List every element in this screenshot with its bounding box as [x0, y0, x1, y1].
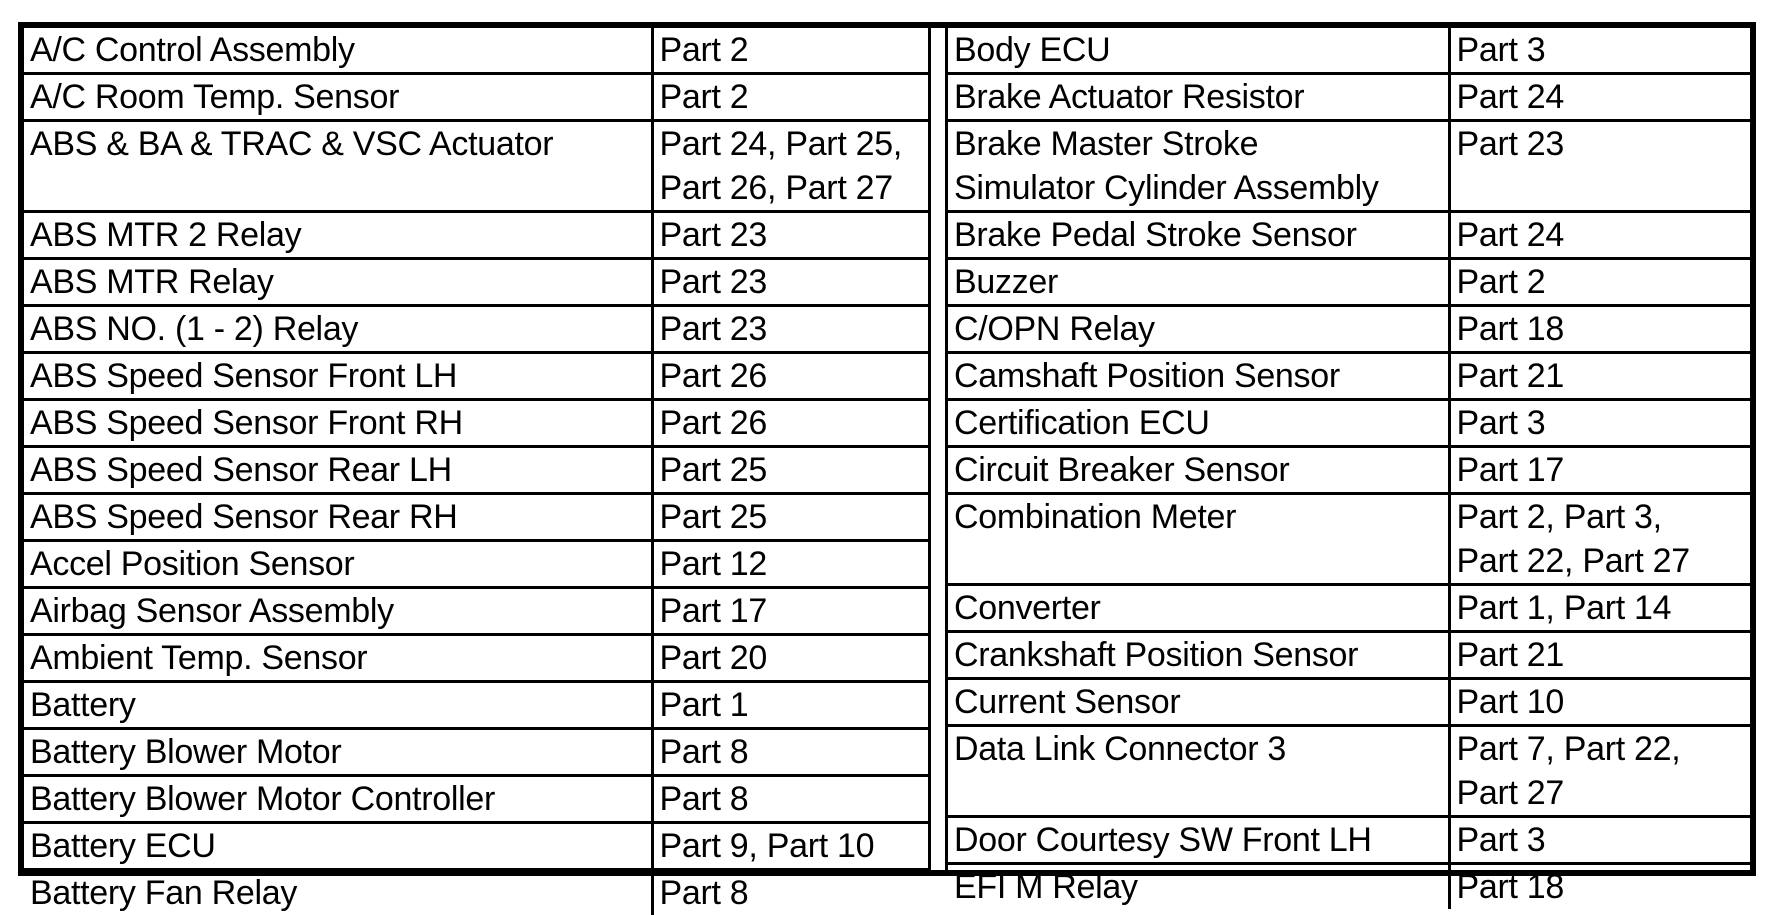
component-name-cell: [948, 400, 1449, 447]
component-name: Brake Actuator Resistor: [954, 75, 1448, 119]
component-name-cell: [24, 588, 652, 635]
part-reference-cell: [1449, 494, 1756, 585]
part-reference: Part 8: [660, 871, 929, 915]
component-name-cell: [948, 212, 1449, 259]
table-row: [24, 28, 928, 74]
right-index-table: [948, 28, 1756, 870]
table-row: [948, 28, 1756, 74]
part-reference-cell: [1449, 817, 1756, 864]
component-name: ABS Speed Sensor Front RH: [30, 401, 651, 445]
part-reference-cell: [1449, 212, 1756, 259]
part-reference-cell: [652, 682, 928, 729]
part-reference: Part 24: [1457, 213, 1757, 257]
component-name-cell: [948, 447, 1449, 494]
component-name: C/OPN Relay: [954, 307, 1448, 351]
table-row: [948, 864, 1756, 910]
table-row: [24, 447, 928, 494]
part-reference: Part 8: [660, 777, 929, 821]
component-name-cell: [948, 353, 1449, 400]
component-name: Camshaft Position Sensor: [954, 354, 1448, 398]
part-reference-cell: [652, 400, 928, 447]
part-reference-cell: [652, 447, 928, 494]
part-reference-cell: [652, 353, 928, 400]
component-name: ABS NO. (1 - 2) Relay: [30, 307, 651, 351]
part-reference: Part 1, Part 14: [1457, 586, 1757, 630]
part-reference: Part 18: [1457, 865, 1757, 909]
part-reference: Part 23: [660, 213, 929, 257]
component-name: Current Sensor: [954, 680, 1448, 724]
table-row: [24, 306, 928, 353]
component-name-cell: [24, 400, 652, 447]
table-row: [24, 121, 928, 212]
component-name-cell: [24, 729, 652, 776]
component-name: Converter: [954, 586, 1448, 630]
part-reference-cell: [652, 121, 928, 212]
part-reference-cell: [652, 494, 928, 541]
part-reference: Part 9, Part 10: [660, 824, 929, 868]
part-reference: Part 3: [1457, 818, 1757, 862]
component-name: Battery Blower Motor Controller: [30, 777, 651, 821]
component-name-cell: [948, 679, 1449, 726]
part-reference-cell: [652, 28, 928, 74]
table-row: [24, 823, 928, 870]
table-row: [24, 682, 928, 729]
component-name-cell: [948, 74, 1449, 121]
part-reference-cell: [1449, 353, 1756, 400]
component-name: Battery: [30, 683, 651, 727]
part-reference: Part 2: [660, 75, 929, 119]
component-name-cell: [24, 74, 652, 121]
part-reference-cell: [652, 74, 928, 121]
part-reference: Part 22, Part 27: [1457, 539, 1757, 583]
table-row: [24, 870, 928, 915]
component-name-cell: [24, 682, 652, 729]
left-table-body: [24, 28, 928, 915]
table-row: [24, 212, 928, 259]
table-row: [24, 541, 928, 588]
table-row: [24, 776, 928, 823]
left-index-table: [24, 28, 928, 870]
part-reference: Part 25: [660, 448, 929, 492]
part-reference-cell: [1449, 726, 1756, 817]
part-reference-cell: [1449, 632, 1756, 679]
table-row: [948, 632, 1756, 679]
part-reference-cell: [652, 306, 928, 353]
component-name: ABS Speed Sensor Rear LH: [30, 448, 651, 492]
component-name-cell: [24, 635, 652, 682]
table-row: [948, 306, 1756, 353]
table-row: [948, 74, 1756, 121]
table-row: [24, 494, 928, 541]
index-table-frame: [18, 22, 1756, 876]
component-name-cell: [24, 870, 652, 915]
component-name-cell: [24, 823, 652, 870]
part-reference: Part 23: [660, 260, 929, 304]
table-row: [948, 121, 1756, 212]
part-reference-cell: [1449, 259, 1756, 306]
column-divider: [928, 28, 948, 870]
part-reference: Part 23: [1457, 122, 1757, 166]
component-name-cell: [948, 306, 1449, 353]
part-reference: Part 2, Part 3,: [1457, 495, 1757, 539]
component-name: EFI M Relay: [954, 865, 1448, 909]
table-row: [948, 353, 1756, 400]
component-name-cell: [948, 817, 1449, 864]
part-reference-cell: [652, 541, 928, 588]
component-name-cell: [24, 212, 652, 259]
part-reference: Part 20: [660, 636, 929, 680]
part-reference: Part 18: [1457, 307, 1757, 351]
component-name-cell: [948, 864, 1449, 910]
component-name-cell: [948, 28, 1449, 74]
part-reference: Part 1: [660, 683, 929, 727]
component-name: Circuit Breaker Sensor: [954, 448, 1448, 492]
table-row: [24, 74, 928, 121]
component-name: A/C Control Assembly: [30, 28, 651, 72]
part-reference-cell: [652, 729, 928, 776]
part-reference-cell: [1449, 28, 1756, 74]
part-reference: Part 17: [660, 589, 929, 633]
part-reference: Part 26, Part 27: [660, 166, 929, 210]
component-name: Buzzer: [954, 260, 1448, 304]
table-row: [24, 400, 928, 447]
part-reference: Part 27: [1457, 771, 1757, 815]
part-reference-cell: [1449, 679, 1756, 726]
table-row: [24, 259, 928, 306]
component-name-cell: [24, 494, 652, 541]
component-name: Door Courtesy SW Front LH: [954, 818, 1448, 862]
part-reference: Part 3: [1457, 28, 1757, 72]
part-reference: Part 26: [660, 401, 929, 445]
component-name-cell: [24, 306, 652, 353]
part-reference: Part 21: [1457, 633, 1757, 677]
component-name: ABS Speed Sensor Front LH: [30, 354, 651, 398]
component-name-cell: [948, 494, 1449, 585]
part-reference: Part 23: [660, 307, 929, 351]
component-name-cell: [948, 632, 1449, 679]
component-name-cell: [948, 726, 1449, 817]
part-reference: Part 25: [660, 495, 929, 539]
component-name: Accel Position Sensor: [30, 542, 651, 586]
table-row: [948, 585, 1756, 632]
part-reference-cell: [1449, 121, 1756, 212]
component-name: Body ECU: [954, 28, 1448, 72]
part-reference: Part 24, Part 25,: [660, 122, 929, 166]
component-name-cell: [24, 353, 652, 400]
part-reference: Part 7, Part 22,: [1457, 727, 1757, 771]
part-reference-cell: [652, 776, 928, 823]
component-name-cell: [24, 28, 652, 74]
part-reference-cell: [1449, 306, 1756, 353]
component-name: Certification ECU: [954, 401, 1448, 445]
table-row: [24, 729, 928, 776]
component-name: Airbag Sensor Assembly: [30, 589, 651, 633]
table-row: [948, 726, 1756, 817]
component-name-cell: [24, 776, 652, 823]
table-row: [948, 259, 1756, 306]
component-name-cell: [24, 121, 652, 212]
part-reference: Part 10: [1457, 680, 1757, 724]
part-reference: Part 8: [660, 730, 929, 774]
table-row: [948, 817, 1756, 864]
table-row: [948, 400, 1756, 447]
part-reference: Part 2: [660, 28, 929, 72]
part-reference: Part 17: [1457, 448, 1757, 492]
component-name: ABS MTR 2 Relay: [30, 213, 651, 257]
component-name: ABS Speed Sensor Rear RH: [30, 495, 651, 539]
part-reference-cell: [652, 212, 928, 259]
component-name: Crankshaft Position Sensor: [954, 633, 1448, 677]
table-row: [24, 588, 928, 635]
component-name: Battery Fan Relay: [30, 871, 651, 915]
component-name-cell: [948, 121, 1449, 212]
component-name: Data Link Connector 3: [954, 727, 1448, 771]
table-row: [948, 212, 1756, 259]
right-table-body: [948, 28, 1756, 909]
part-reference-cell: [1449, 585, 1756, 632]
table-row: [948, 494, 1756, 585]
part-reference-cell: [1449, 400, 1756, 447]
part-reference: Part 26: [660, 354, 929, 398]
part-reference: Part 24: [1457, 75, 1757, 119]
component-name: Simulator Cylinder Assembly: [954, 166, 1448, 210]
part-reference-cell: [652, 870, 928, 915]
component-name: ABS & BA & TRAC & VSC Actuator: [30, 122, 651, 166]
component-name: Brake Master Stroke: [954, 122, 1448, 166]
part-reference-cell: [652, 823, 928, 870]
part-reference-cell: [652, 588, 928, 635]
part-reference: Part 12: [660, 542, 929, 586]
table-row: [948, 447, 1756, 494]
component-name: Combination Meter: [954, 495, 1448, 539]
part-reference-cell: [1449, 74, 1756, 121]
component-name: Battery Blower Motor: [30, 730, 651, 774]
component-name-cell: [24, 259, 652, 306]
part-reference: Part 3: [1457, 401, 1757, 445]
component-name: Brake Pedal Stroke Sensor: [954, 213, 1448, 257]
part-reference: Part 2: [1457, 260, 1757, 304]
component-name-cell: [948, 259, 1449, 306]
part-reference-cell: [652, 635, 928, 682]
component-name: Ambient Temp. Sensor: [30, 636, 651, 680]
table-row: [24, 635, 928, 682]
component-name-cell: [948, 585, 1449, 632]
component-name: ABS MTR Relay: [30, 260, 651, 304]
component-name: A/C Room Temp. Sensor: [30, 75, 651, 119]
part-reference-cell: [1449, 447, 1756, 494]
part-reference-cell: [652, 259, 928, 306]
component-name-cell: [24, 541, 652, 588]
table-row: [24, 353, 928, 400]
table-row: [948, 679, 1756, 726]
part-reference-cell: [1449, 864, 1756, 910]
component-name: Battery ECU: [30, 824, 651, 868]
component-name-cell: [24, 447, 652, 494]
part-reference: Part 21: [1457, 354, 1757, 398]
